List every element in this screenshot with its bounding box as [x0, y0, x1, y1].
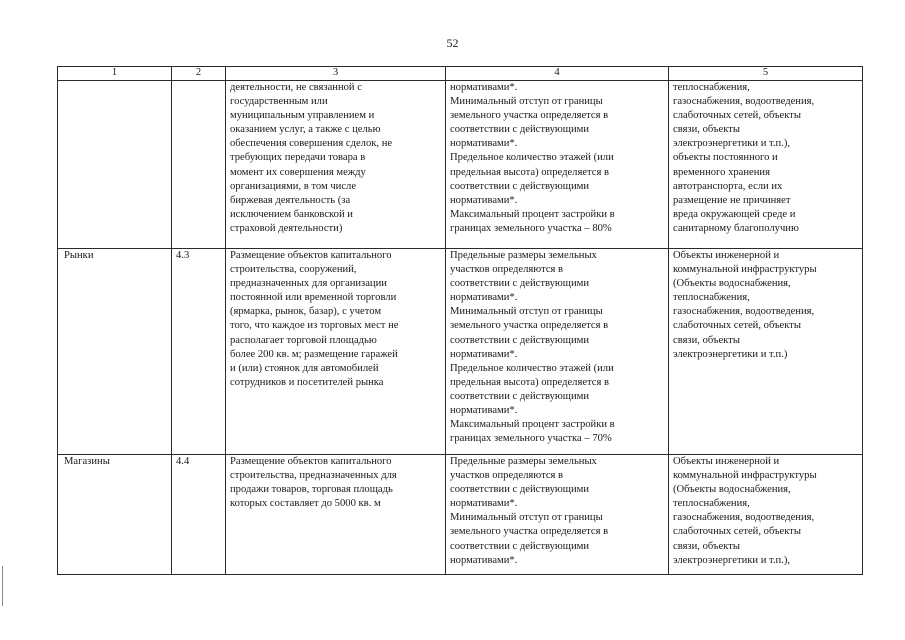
row-code-cell — [172, 81, 226, 249]
cell-line: границах земельного участка – 80% — [450, 222, 612, 234]
cell-line: слаботочных сетей, объекты — [673, 526, 801, 538]
cell-line: теплоснабжения, — [673, 498, 750, 510]
cell-line: строительства, предназначенных для — [230, 470, 397, 482]
cell-line: государственным или — [230, 96, 328, 108]
header-cell-1: 1 — [58, 67, 172, 81]
cell-line: соответствии с действующими — [450, 484, 590, 496]
cell-line: организациями, в том числе — [230, 180, 357, 192]
table-row — [58, 81, 863, 249]
cell-line: границах земельного участка – 70% — [450, 433, 612, 445]
cell-line: нормативами*. — [450, 138, 518, 150]
cell-line: теплоснабжения, — [673, 82, 750, 93]
cell-line: располагает торговой площадью — [230, 334, 377, 346]
margin-mark — [2, 566, 7, 606]
row-parameters-cell — [446, 249, 669, 455]
cell-line: Максимальный процент застройки в — [450, 419, 615, 431]
cell-line: нормативами*. — [450, 194, 518, 206]
cell-line: временного хранения — [673, 166, 770, 178]
cell-line: слаботочных сетей, объекты — [673, 110, 801, 122]
cell-line: исключением банковской и — [230, 208, 353, 220]
cell-line: сотрудников и посетителей рынка — [230, 376, 384, 388]
cell-line: объекты постоянного и — [673, 152, 778, 164]
cell-line: предельная высота) определяется в — [450, 166, 610, 178]
cell-line: Минимальный отступ от границы — [450, 306, 603, 318]
cell-line: нормативами*. — [450, 82, 518, 93]
cell-line: электроэнергетики и т.п.), — [673, 138, 791, 150]
cell-line: соответствии с действующими — [450, 124, 590, 136]
cell-line: (Объекты водоснабжения, — [673, 484, 791, 496]
cell-line: которых составляет до 5000 кв. м — [230, 498, 381, 510]
row-code-cell — [172, 249, 226, 455]
cell-line: того, что каждое из торговых мест не — [230, 320, 399, 332]
cell-line: Объекты инженерной и — [673, 250, 780, 261]
cell-line: обеспечения совершения сделок, не — [230, 138, 393, 150]
row-description-cell — [226, 455, 446, 575]
row-infrastructure-cell — [669, 249, 863, 455]
row-code-cell — [172, 455, 226, 575]
cell-line: соответствии с действующими — [450, 180, 590, 192]
cell-line: продажи товаров, торговая площадь — [230, 484, 393, 496]
cell-line: слаботочных сетей, объекты — [673, 320, 801, 332]
cell-line: связи, объекты — [673, 540, 740, 552]
row-description-cell — [226, 249, 446, 455]
cell-line: постоянной или временной торговли — [230, 292, 397, 304]
cell-line: земельного участка определяется в — [450, 320, 609, 332]
cell-line: земельного участка определяется в — [450, 526, 609, 538]
row-name-cell — [58, 455, 172, 575]
cell-line: нормативами*. — [450, 405, 518, 417]
cell-line: соответствии с действующими — [450, 390, 590, 402]
cell-line: 4.3 — [176, 250, 190, 261]
cell-line: санитарному благополучию — [673, 222, 799, 234]
cell-line: участков определяются в — [450, 470, 564, 482]
cell-line: электроэнергетики и т.п.), — [673, 554, 791, 566]
cell-line: Предельные размеры земельных — [450, 250, 597, 261]
cell-line: строительства, сооружений, — [230, 264, 357, 276]
cell-line: связи, объекты — [673, 124, 740, 136]
cell-line: и (или) стоянок для автомобилей — [230, 362, 379, 374]
header-cell-3: 3 — [226, 67, 446, 81]
cell-line: 4.4 — [176, 456, 190, 467]
cell-line: газоснабжения, водоотведения, — [673, 96, 815, 108]
cell-line: Предельные размеры земельных — [450, 456, 597, 467]
cell-line: газоснабжения, водоотведения, — [673, 512, 815, 524]
cell-line: момент их совершения между — [230, 166, 366, 178]
cell-line: соответствии с действующими — [450, 540, 590, 552]
cell-line: деятельности, не связанной с — [230, 82, 362, 93]
header-cell-5: 5 — [669, 67, 863, 81]
cell-line: вреда окружающей среде и — [673, 208, 796, 220]
header-cell-2: 2 — [172, 67, 226, 81]
cell-line: оказанием услуг, а также с целью — [230, 124, 381, 136]
cell-line: (ярмарка, рынок, базар), с учетом — [230, 306, 382, 318]
cell-line: участков определяются в — [450, 264, 564, 276]
cell-line: связи, объекты — [673, 334, 740, 346]
table-row — [58, 249, 863, 455]
cell-line: Размещение объектов капитального — [230, 250, 392, 261]
row-infrastructure-cell — [669, 455, 863, 575]
cell-line: Минимальный отступ от границы — [450, 512, 603, 524]
row-infrastructure-cell — [669, 81, 863, 249]
row-description-cell — [226, 81, 446, 249]
header-row — [58, 67, 863, 81]
cell-line: (Объекты водоснабжения, — [673, 278, 791, 290]
cell-line: биржевая деятельность (за — [230, 194, 351, 206]
cell-line: Предельное количество этажей (или — [450, 152, 614, 164]
cell-line: Магазины — [64, 456, 110, 467]
cell-line: Максимальный процент застройки в — [450, 208, 615, 220]
cell-line: Предельное количество этажей (или — [450, 362, 614, 374]
page-number: 52 — [446, 36, 459, 50]
cell-line: требующих передачи товара в — [230, 152, 366, 164]
cell-line: Рынки — [64, 250, 94, 261]
cell-line: соответствии с действующими — [450, 334, 590, 346]
cell-line: автотранспорта, если их — [673, 180, 783, 192]
cell-line: коммунальной инфраструктуры — [673, 264, 817, 276]
row-name-cell — [58, 249, 172, 455]
cell-line: соответствии с действующими — [450, 278, 590, 290]
cell-line: Размещение объектов капитального — [230, 456, 392, 467]
cell-line: размещение не причиняет — [673, 194, 791, 206]
cell-line: нормативами*. — [450, 498, 518, 510]
cell-line: земельного участка определяется в — [450, 110, 609, 122]
cell-line: муниципальным управлением и — [230, 110, 375, 122]
cell-line: более 200 кв. м; размещение гаражей — [230, 348, 398, 360]
row-parameters-cell — [446, 81, 669, 249]
row-parameters-cell — [446, 455, 669, 575]
cell-line: нормативами*. — [450, 292, 518, 304]
header-cell-4: 4 — [446, 67, 669, 81]
row-name-cell — [58, 81, 172, 249]
zoning-table — [57, 66, 863, 575]
table-row — [58, 455, 863, 575]
cell-line: нормативами*. — [450, 554, 518, 566]
cell-line: электроэнергетики и т.п.) — [673, 348, 788, 360]
cell-line: Объекты инженерной и — [673, 456, 780, 467]
cell-line: Минимальный отступ от границы — [450, 96, 603, 108]
cell-line: предельная высота) определяется в — [450, 376, 610, 388]
cell-line: предназначенных для организации — [230, 278, 387, 290]
cell-line: теплоснабжения, — [673, 292, 750, 304]
cell-line: коммунальной инфраструктуры — [673, 470, 817, 482]
cell-line: газоснабжения, водоотведения, — [673, 306, 815, 318]
cell-line: нормативами*. — [450, 348, 518, 360]
cell-line: страховой деятельности) — [230, 222, 343, 234]
